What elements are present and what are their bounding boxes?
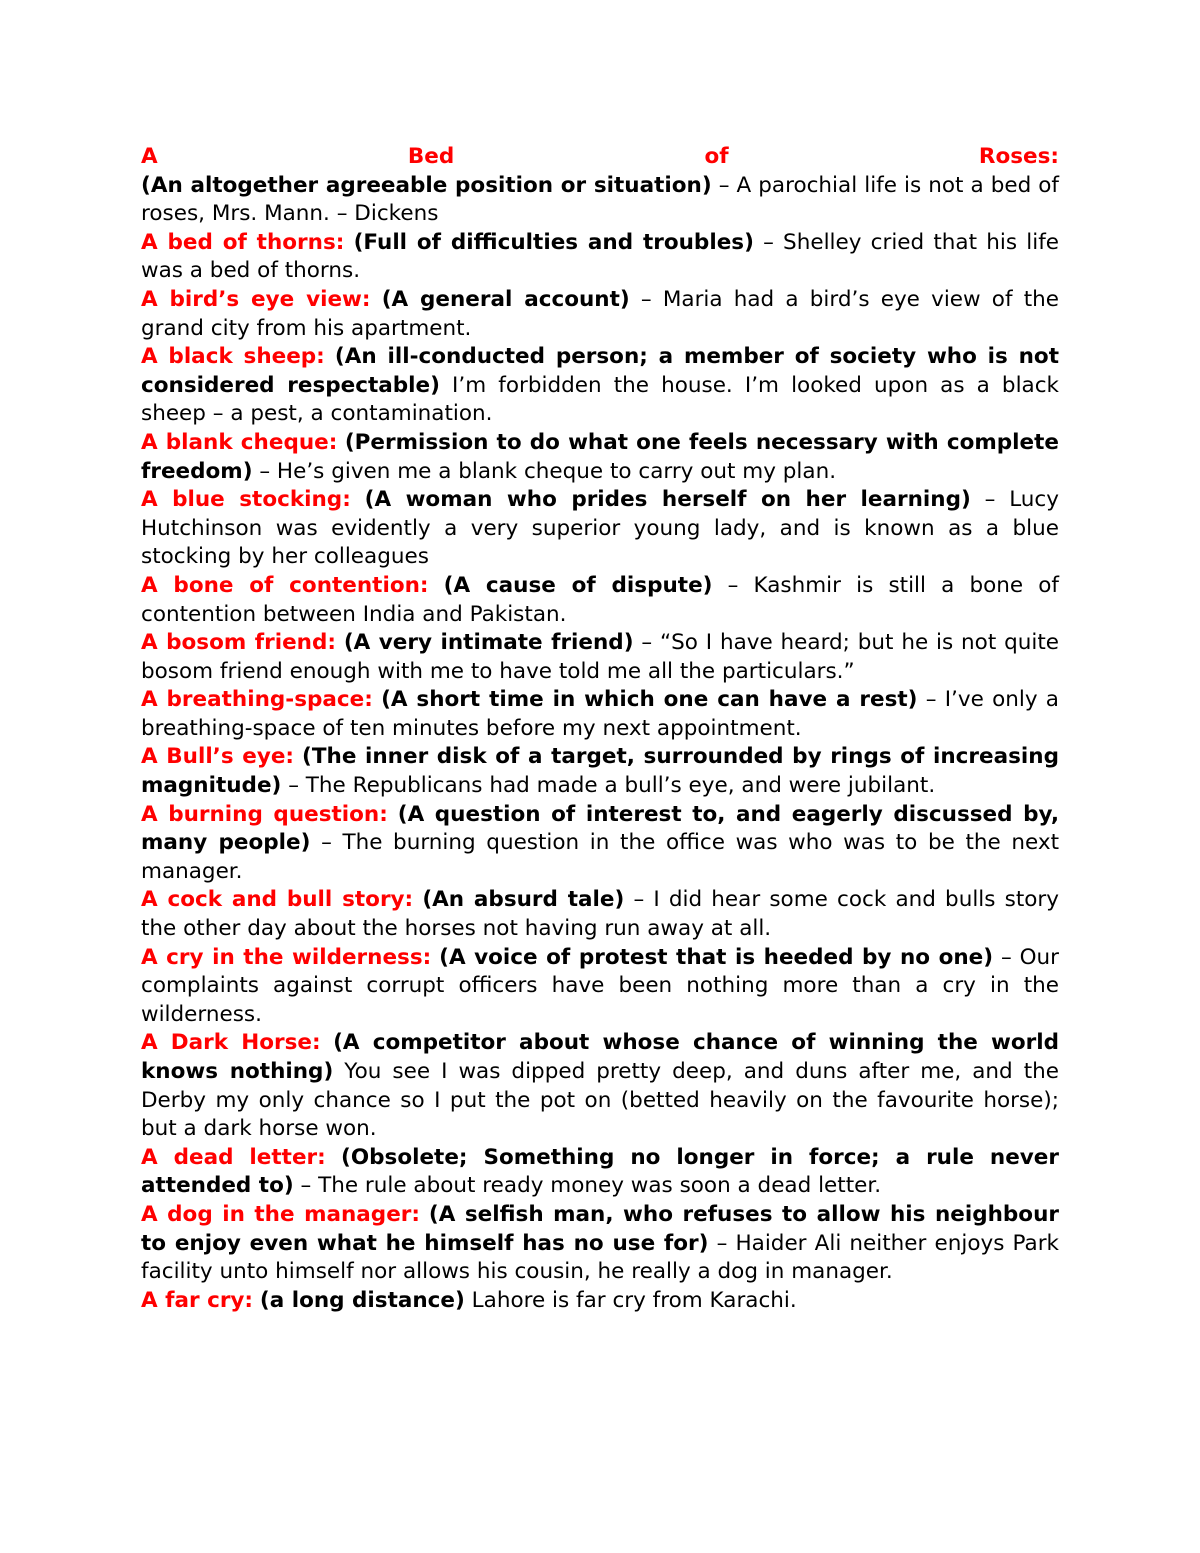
- idiom-entry: A dead letter: (Obsolete; Something no longer in force; a rule never attended to) – The rule about ready money was soon a dead letter.: [141, 1144, 1059, 1199]
- idiom-term: A Dark Horse:: [141, 1030, 321, 1056]
- idiom-example: Lahore is far cry from Karachi.: [464, 1287, 797, 1313]
- idiom-example: – I’ve only a breathing-space of ten minutes before my next appointment.: [141, 687, 1059, 741]
- idiom-term: A bird’s eye view:: [141, 286, 371, 312]
- idiom-term: A bed of thorns:: [141, 229, 345, 255]
- idiom-example: – Haider Ali neither enjoys Park facility unto himself nor allows his cousin, he really a dog in manager.: [141, 1230, 1059, 1285]
- idiom-meaning: A competitor about whose chance of winning the world knows nothing: [141, 1030, 1059, 1084]
- idiom-entry: A bosom friend: (A very intimate friend) – “So I have heard; but he is not quite bosom friend enough with me to have told me all the particulars.”: [141, 630, 1059, 684]
- idiom-example: – Our complaints against corrupt officers have been nothing more than a cry in the wilderness.: [141, 944, 1059, 1027]
- idiom-meaning: A short time in which one can have a rest: [390, 687, 908, 713]
- idiom-term: A blue stocking:: [141, 487, 351, 513]
- idiom-entry: A cry in the wilderness: (A voice of protest that is heeded by no one) – Our complaints against corrupt officers have been nothing more than a cry in the wilderness.: [141, 944, 1059, 1027]
- idiom-example: – The Republicans had made a bull’s eye, and were jubilant.: [281, 773, 936, 799]
- idiom-example: I’m forbidden the house. I’m looked upon as a black sheep – a pest, a contamination.: [141, 372, 1059, 427]
- idiom-term: A bosom friend:: [141, 630, 336, 656]
- idiom-example: – Maria had a bird’s eye view of the grand city from his apartment.: [141, 286, 1060, 341]
- idiom-example: – “So I have heard; but he is not quite bosom friend enough with me to have told me all the particulars.”: [141, 630, 1059, 684]
- idiom-meaning: A very intimate friend: [353, 630, 624, 656]
- idiom-meaning: Full of difficulties and troubles: [363, 229, 745, 255]
- idiom-entry: A bone of contention: (A cause of dispute) – Kashmir is still a bone of contention between India and Pakistan.: [141, 572, 1059, 627]
- idiom-entry: A breathing-space: (A short time in which one can have a rest) – I’ve only a breathing-space of ten minutes before my next appointment.: [141, 687, 1059, 741]
- idiom-meaning: Obsolete; Something no longer in force; a rule never attended to: [141, 1144, 1059, 1199]
- idiom-meaning: An ill-conducted person; a member of society who is not considered respectable: [141, 344, 1059, 398]
- idiom-term: A dead letter:: [141, 1144, 326, 1170]
- idiom-term: A black sheep:: [141, 344, 325, 370]
- idiom-entry: A bed of thorns: (Full of difficulties and troubles) – Shelley cried that his life was a bed of thorns.: [141, 229, 1059, 284]
- idiom-example: – I did hear some cock and bulls story the other day about the horses not having run away at all.: [141, 887, 1059, 942]
- idiom-entry: A far cry: (a long distance) Lahore is far cry from Karachi.: [141, 1287, 797, 1313]
- idiom-term: A cock and bull story:: [141, 887, 414, 913]
- idiom-example: – He’s given me a blank cheque to carry out my plan.: [252, 458, 837, 484]
- document-page: [141, 143, 1059, 1315]
- idiom-meaning: A selfish man, who refuses to allow his neighbour to enjoy even what he himself has no use for: [141, 1201, 1059, 1256]
- idiom-meaning: A general account: [391, 286, 620, 312]
- idiom-example: – The burning question in the office was who was to be the next manager.: [141, 830, 1059, 884]
- idiom-entry: A blue stocking: (A woman who prides herself on her learning) – Lucy Hutchinson was evidently a very superior young lady, and is known as a blue stocking by her colleagues: [141, 487, 1059, 570]
- idiom-term: A burning question:: [141, 801, 388, 827]
- idiom-entry: A blank cheque: (Permission to do what one feels necessary with complete freedom) – He’s given me a blank cheque to carry out my plan.: [141, 429, 1059, 484]
- idiom-example: – A parochial life is not a bed of roses, Mrs. Mann. – Dickens: [141, 172, 1059, 227]
- idiom-entry: A Bed of Roses: (An altogether agreeable position or situation) – A parochial life is not a bed of roses, Mrs. Mann. – Dickens: [141, 144, 1059, 227]
- idiom-meaning: The inner disk of a target, surrounded by rings of increasing magnitude: [141, 744, 1059, 799]
- idiom-term: A far cry:: [141, 1287, 254, 1313]
- idiom-entry: A cock and bull story: (An absurd tale) – I did hear some cock and bulls story the other day about the horses not having run away at all.: [141, 887, 1059, 942]
- idiom-meaning: a long distance: [269, 1287, 456, 1313]
- idiom-meaning: A woman who prides herself on her learning: [374, 487, 961, 513]
- idiom-term: A blank cheque:: [141, 429, 338, 455]
- idiom-term: A dog in the manager:: [141, 1201, 420, 1227]
- idiom-entry: A Dark Horse: (A competitor about whose chance of winning the world knows nothing) You see I was dipped pretty deep, and duns after me, and the Derby my only chance so I put the pot on (betted heavily on the favourite horse); but a dark horse won.: [141, 1030, 1060, 1142]
- idiom-example: – Kashmir is still a bone of contention between India and Pakistan.: [141, 572, 1059, 627]
- idiom-term: A breathing-space:: [141, 687, 373, 713]
- idiom-term: A Bull’s eye:: [141, 744, 295, 770]
- idiom-meaning: A cause of dispute: [453, 572, 703, 598]
- idiom-example: You see I was dipped pretty deep, and duns after me, and the Derby my only chance so I put the pot on (betted heavily on the favourite horse); but a dark horse won.: [141, 1059, 1060, 1142]
- idiom-meaning: Permission to do what one feels necessary with complete freedom: [141, 429, 1059, 484]
- idiom-meaning: A voice of protest that is heeded by no one: [448, 944, 984, 970]
- idiom-entry: A bird’s eye view: (A general account) – Maria had a bird’s eye view of the grand city from his apartment.: [141, 286, 1060, 341]
- idiom-meaning: A question of interest to, and eagerly discussed by, many people: [141, 801, 1059, 856]
- idiom-meaning: An absurd tale: [432, 887, 615, 913]
- idiom-entry: A black sheep: (An ill-conducted person; a member of society who is not considered respectable) I’m forbidden the house. I’m looked upon as a black sheep – a pest, a contamination.: [141, 344, 1059, 427]
- idiom-meaning: An altogether agreeable position or situation: [150, 172, 702, 198]
- idiom-entry: A dog in the manager: (A selfish man, who refuses to allow his neighbour to enjoy even what he himself has no use for) – Haider Ali neither enjoys Park facility unto himself nor allows his cousin, he really a dog in manager.: [141, 1201, 1059, 1285]
- idiom-entry: A burning question: (A question of interest to, and eagerly discussed by, many people) – The burning question in the office was who was to be the next manager.: [141, 801, 1059, 884]
- idiom-example: – Shelley cried that his life was a bed of thorns.: [141, 229, 1059, 284]
- idiom-term: A Bed of Roses:: [141, 144, 1059, 169]
- idiom-term: A cry in the wilderness:: [141, 944, 432, 970]
- idiom-term: A bone of contention:: [141, 572, 429, 598]
- idiom-example: – The rule about ready money was soon a dead letter.: [293, 1173, 882, 1199]
- idiom-example: – Lucy Hutchinson was evidently a very superior young lady, and is known as a blue stocking by her colleagues: [141, 487, 1059, 570]
- idiom-entry: A Bull’s eye: (The inner disk of a target, surrounded by rings of increasing magnitude) – The Republicans had made a bull’s eye, and were jubilant.: [141, 744, 1059, 799]
